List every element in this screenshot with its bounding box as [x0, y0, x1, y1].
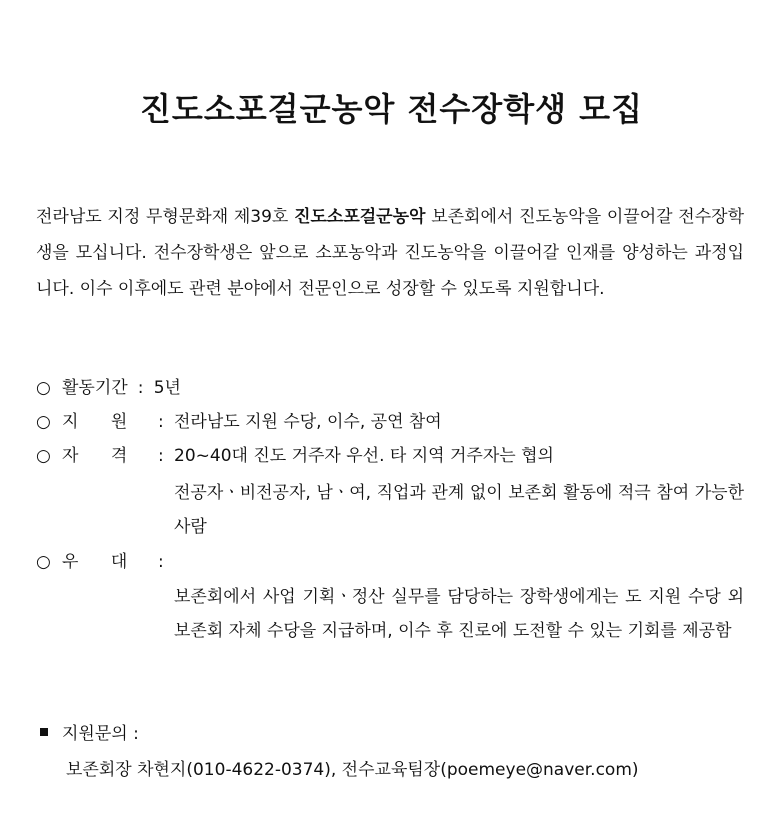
contact-info: 보존회장 차현지(010-4622-0374), 전수교육팀장(poemeye@naver.com)	[66, 760, 639, 780]
item-label: 활동기간	[62, 378, 128, 398]
item-separator: :	[158, 446, 164, 466]
contact-heading	[40, 719, 139, 749]
circle-bullet-icon: ○	[36, 552, 51, 572]
intro-text-2: 보존회에서 진도농악을 이끌어갈 전수장학생을 모십니다. 전수장학생은 앞으로 소포농악과 진도농악을 이끌어갈 인재를 양성하는 과정입니다. 이수 이후에도 관련 분야에서 전문인으로 성장할 수 있도록 지원합니다.	[36, 207, 744, 299]
item-label: 지 원	[62, 412, 128, 432]
item-support	[36, 407, 442, 437]
item-label: 우 대	[62, 552, 128, 572]
contact-label: 지원문의 :	[62, 724, 139, 744]
page-title: 진도소포걸군농악 전수장학생 모집	[140, 90, 643, 128]
circle-bullet-icon: ○	[36, 446, 51, 466]
intro-bold-name: 진도소포걸군농악	[294, 207, 426, 227]
circle-bullet-icon: ○	[36, 378, 51, 398]
item-separator: :	[137, 378, 144, 398]
intro-paragraph	[36, 199, 744, 307]
square-bullet-icon	[40, 728, 48, 736]
item-separator: :	[158, 552, 164, 572]
intro-text-1: 전라남도 지정 무형문화재 제39호	[36, 207, 295, 227]
item-value: 전라남도 지원 수당, 이수, 공연 참여	[174, 412, 442, 432]
item-benefits	[36, 547, 174, 577]
item-label: 자 격	[62, 446, 128, 466]
item-separator: :	[158, 412, 164, 432]
item-value: 5년	[153, 378, 181, 398]
item-qualification	[36, 441, 554, 471]
item-value: 20~40대 진도 거주자 우선. 타 지역 거주자는 협의	[174, 446, 554, 466]
item-period	[36, 373, 181, 403]
qualification-detail: 전공자ㆍ비전공자, 남ㆍ여, 직업과 관계 없이 보존회 활동에 적극 참여 가능한 사람	[174, 483, 744, 537]
circle-bullet-icon: ○	[36, 412, 51, 432]
benefits-detail: 보존회에서 사업 기획ㆍ정산 실무를 담당하는 장학생에게는 도 지원 수당 외 보존회 자체 수당을 지급하며, 이수 후 진로에 도전할 수 있는 기회를 제공함	[174, 587, 744, 641]
